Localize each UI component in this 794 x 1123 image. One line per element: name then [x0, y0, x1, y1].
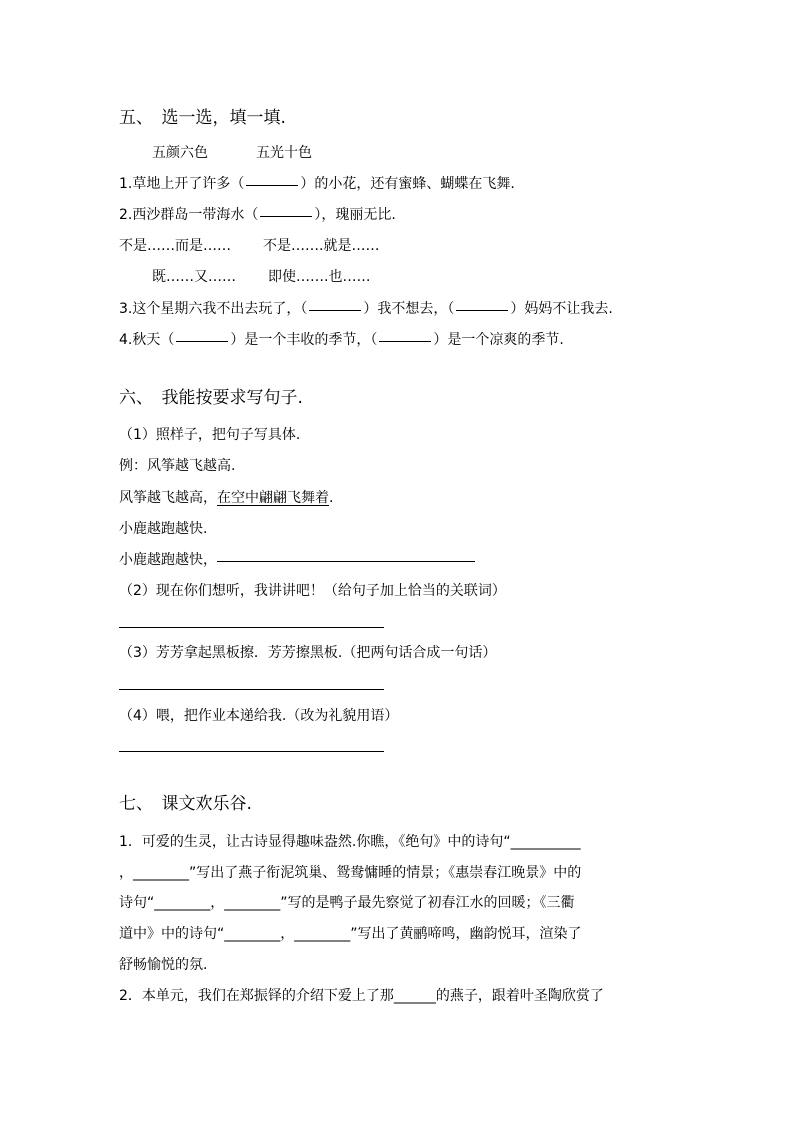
question-5-4: 4.秋天（ ）是一个丰收的季节，（ ）是一个凉爽的季节.	[119, 332, 564, 348]
conjunction-pairs-2	[152, 267, 370, 287]
paragraph-line-2: ，________”写出了燕子衔泥筑巢、鸳鸯慵睡的情景；《惠崇春江晚景》中的	[119, 865, 582, 881]
underlined-phrase: 在空中翩翩飞舞着	[217, 490, 329, 506]
task-1: （1）照样子，把句子写具体.	[119, 427, 301, 443]
question-5-3: 3.这个星期六我不出去玩了，（ ）我不想去，（ ）妈妈不让我去.	[119, 301, 613, 317]
answer-blank[interactable]	[246, 184, 298, 186]
answer-blank[interactable]	[176, 340, 228, 342]
option-1: 五颜六色	[152, 145, 208, 161]
pair-1: 不是……而是……	[119, 238, 231, 254]
answer-blank[interactable]	[309, 309, 361, 311]
paragraph-line-6: 2．本单元，我们在郑振铎的介绍下爱上了那______的燕子，跟着叶圣陶欣赏了	[119, 988, 604, 1004]
answer-blank[interactable]	[379, 340, 431, 342]
task-2: （2）现在你们想听，我讲讲吧！（给句子加上恰当的关联词）	[119, 583, 506, 599]
deer-sentence: 小鹿越跑越快.	[119, 521, 208, 537]
answer-line-2[interactable]	[119, 627, 384, 628]
answer-blank[interactable]	[456, 309, 508, 311]
section-6-title: 六、 我能按要求写句子.	[119, 388, 303, 408]
option-2: 五光十色	[256, 145, 312, 161]
paragraph-line-4: 道中》中的诗句“________，________”写出了黄鹂啼鸣，幽韵悦耳，渲染了	[119, 926, 582, 942]
paragraph-line-5: 舒畅愉悦的氛.	[119, 957, 208, 973]
question-5-1: 1.草地上开了许多（ ）的小花，还有蜜蜂、蝴蝶在飞舞.	[119, 176, 515, 192]
task-4: （4）喂，把作业本递给我.（改为礼貌用语）	[119, 708, 399, 724]
section-7-title: 七、 课文欢乐谷.	[119, 794, 252, 814]
deer-answer: 小鹿越跑越快，	[119, 550, 475, 570]
pair-3: 既……又……	[152, 269, 236, 285]
example-sentence: 例：风筝越飞越高.	[119, 458, 236, 474]
pair-2: 不是…….就是……	[263, 238, 380, 254]
answer-line[interactable]	[217, 560, 475, 562]
paragraph-line-3: 诗句“________，________”写的是鸭子最先察觉了初春江水的回暖；《三衢	[119, 895, 575, 911]
pair-4: 即使…….也……	[268, 269, 371, 285]
conjunction-pairs-1	[119, 236, 379, 256]
task-3: （3）芳芳拿起黑板擦．芳芳擦黑板.（把两句话合成一句话）	[119, 645, 497, 661]
section-5-title: 五、 选一选，填一填.	[119, 108, 286, 128]
answer-blank[interactable]	[260, 215, 312, 217]
answer-line-3[interactable]	[119, 689, 384, 690]
answer-line-4[interactable]	[119, 751, 384, 752]
word-options	[152, 143, 312, 163]
paragraph-line-1: 1．可爱的生灵，让古诗显得趣味盎然.你瞧，《绝句》中的诗句“__________	[119, 834, 581, 850]
question-5-2: 2.西沙群岛一带海水（ ），瑰丽无比.	[119, 207, 396, 223]
example-expanded: 风筝越飞越高，在空中翩翩飞舞着.	[119, 490, 334, 506]
